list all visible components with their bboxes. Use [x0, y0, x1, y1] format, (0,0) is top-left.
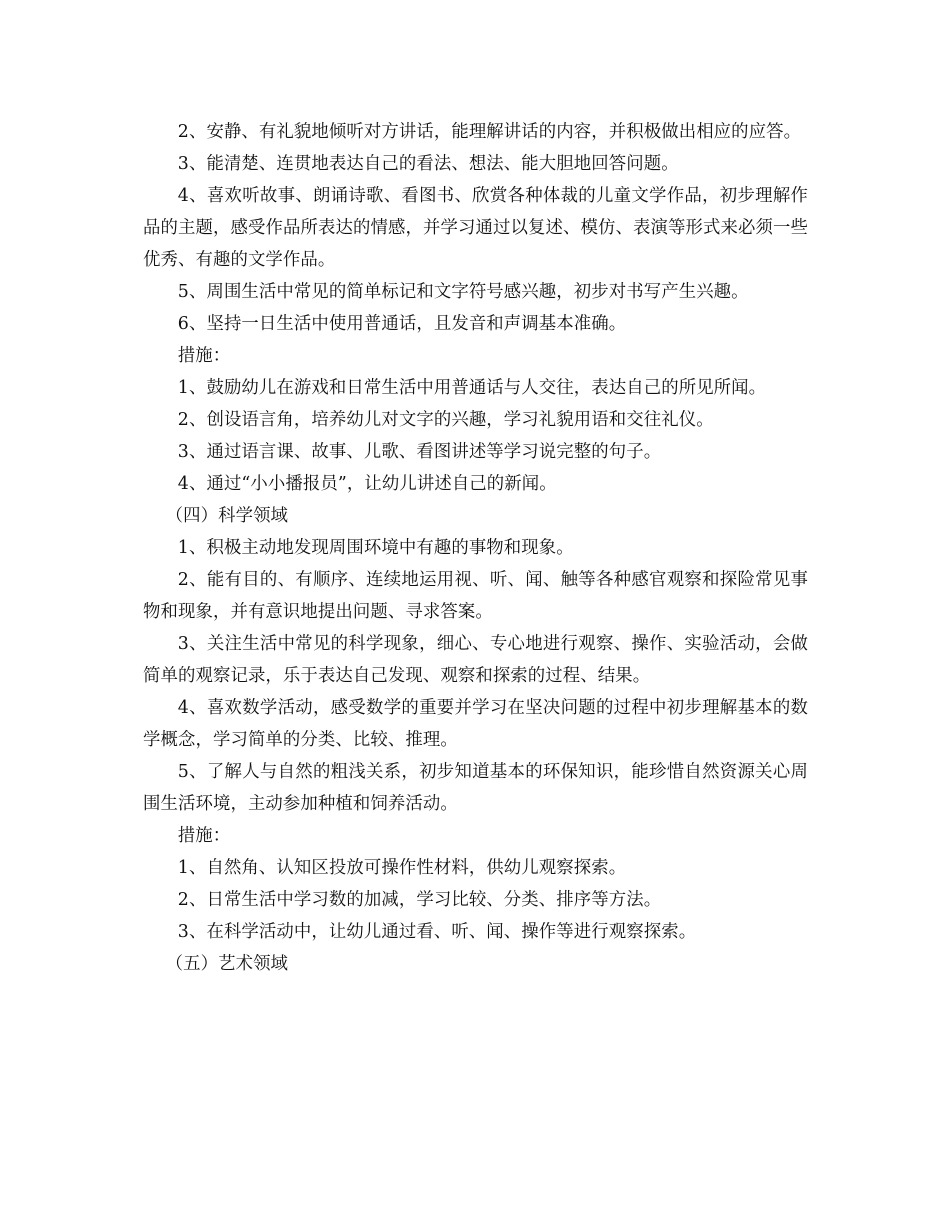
paragraph: 1、自然角、认知区投放可操作性材料，供幼儿观察探索。 — [177, 858, 627, 878]
paragraph: 3、能清楚、连贯地表达自己的看法、想法、能大胆地回答问题。 — [177, 154, 679, 174]
paragraph: 3、在科学活动中，让幼儿通过看、听、闻、操作等进行观察探索。 — [177, 922, 697, 942]
section-heading-art: （五）艺术领域 — [165, 954, 289, 974]
paragraph: 3、关注生活中常见的科学现象，细心、专心地进行观察、操作、实验活动，会做简单的观察记录，乐于表达自己发现、观察和探索的过程、结果。 — [143, 634, 808, 686]
section-label-measures: 措施： — [177, 346, 231, 366]
paragraph: 4、喜欢数学活动，感受数学的重要并学习在坚决问题的过程中初步理解基本的数学概念，学习简单的分类、比较、推理。 — [143, 698, 808, 750]
paragraph: 1、积极主动地发现周围环境中有趣的事物和现象。 — [177, 538, 574, 558]
document-body — [143, 116, 808, 980]
paragraph: 4、通过“小小播报员”，让幼儿讲述自己的新闻。 — [177, 474, 557, 494]
paragraph: 2、创设语言角，培养幼儿对文字的兴趣，学习礼貌用语和交往礼仪。 — [177, 410, 714, 430]
paragraph: 2、能有目的、有顺序、连续地运用视、听、闻、触等各种感官观察和探险常见事物和现象，并有意识地提出问题、寻求答案。 — [143, 570, 808, 622]
paragraph: 3、通过语言课、故事、儿歌、看图讲述等学习说完整的句子。 — [177, 442, 662, 462]
paragraph: 4、喜欢听故事、朗诵诗歌、看图书、欣赏各种体裁的儿童文学作品，初步理解作品的主题，感受作品所表达的情感，并学习通过以复述、模仿、表演等形式来必须一些优秀、有趣的文学作品。 — [143, 186, 808, 270]
paragraph: 5、了解人与自然的粗浅关系，初步知道基本的环保知识，能珍惜自然资源关心周围生活环境，主动参加种植和饲养活动。 — [143, 762, 808, 814]
paragraph: 1、鼓励幼儿在游戏和日常生活中用普通话与人交往，表达自己的所见所闻。 — [177, 378, 767, 398]
section-heading-science: （四）科学领域 — [165, 506, 289, 526]
section-label-measures: 措施： — [177, 826, 231, 846]
paragraph: 5、周围生活中常见的简单标记和文字符号感兴趣，初步对书写产生兴趣。 — [177, 282, 749, 302]
paragraph: 2、日常生活中学习数的加减，学习比较、分类、排序等方法。 — [177, 890, 662, 910]
paragraph: 6、坚持一日生活中使用普通话，且发音和声调基本准确。 — [177, 314, 627, 334]
paragraph: 2、安静、有礼貌地倾听对方讲话，能理解讲话的内容，并积极做出相应的应答。 — [177, 122, 802, 142]
